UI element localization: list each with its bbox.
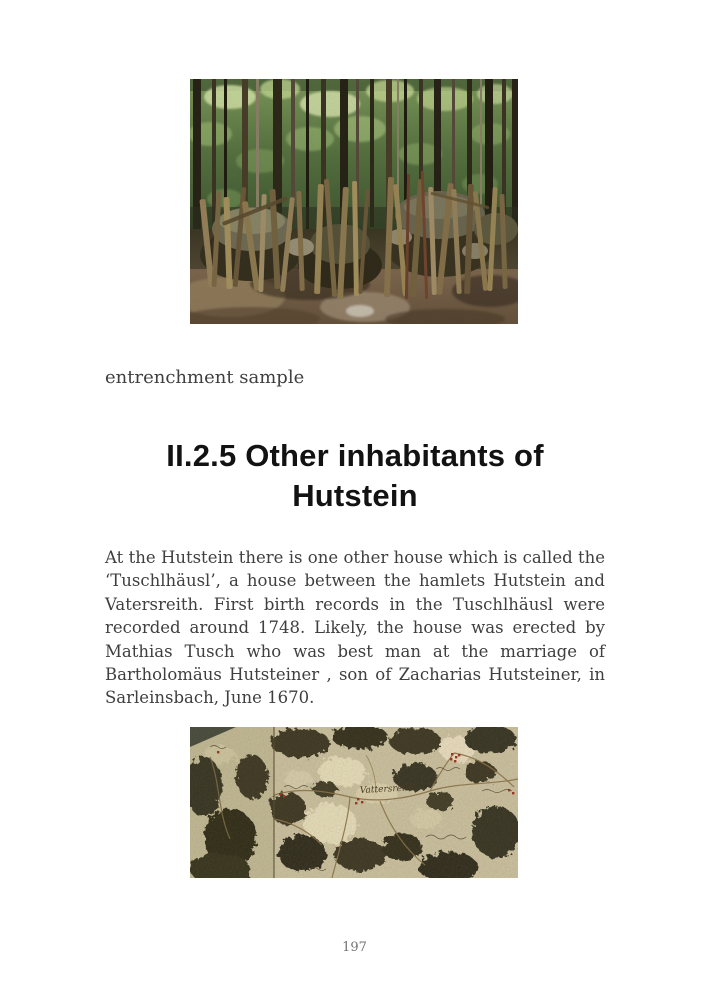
body-paragraph: At the Hutstein there is one other house which is called the ‘Tuschlhäusl’, a house between the hamlets Hutstein and Vatersreith. First birth records in the Tuschlhäusl were recorded around 1748. Likely, the house was erected by Mathias Tusch who was best man at the marriage of Bartholomäus Hutsteiner , son of Zacharias Hutsteiner, in Sarleinsbach, June 1670. <box>105 548 605 708</box>
historical-map-image <box>190 727 518 878</box>
figure-caption: entrenchment sample <box>105 367 305 388</box>
forest-photo-image <box>190 79 518 324</box>
historical-map <box>190 727 518 878</box>
entrenchment-photo <box>190 79 518 324</box>
page-number: 197 <box>342 940 367 955</box>
section-heading: II.2.5 Other inhabitants of Hutstein <box>166 438 544 513</box>
